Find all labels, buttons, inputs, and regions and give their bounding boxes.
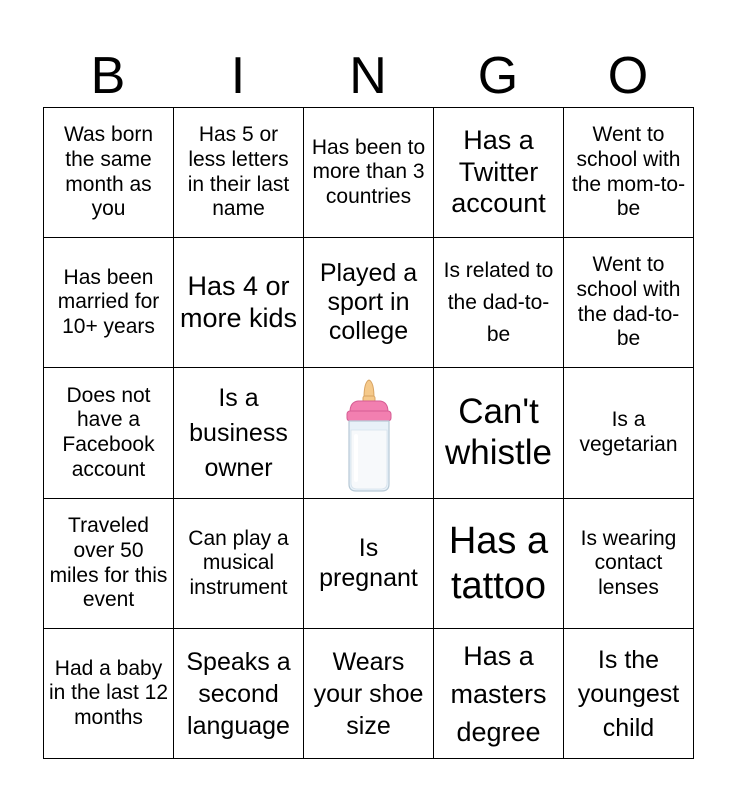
bingo-cell[interactable]: Can play a musical instrument [174,499,304,629]
bingo-cell[interactable]: Can't whistle [434,368,564,499]
board-row [44,629,694,759]
header-letter-g: G [477,47,519,105]
bingo-cell[interactable]: Is wearing contact lenses [564,499,694,629]
bingo-cell[interactable]: Is a vegetarian [564,368,694,499]
bingo-cell[interactable]: Has been to more than 3 countries [304,108,434,238]
bingo-cell[interactable]: Is related to the dad-to-be [434,238,564,368]
bingo-board [43,107,694,759]
board-row [44,499,694,629]
header-letter-b: B [90,47,126,105]
bingo-cell[interactable]: Has a masters degree [434,629,564,759]
board-row [44,368,694,499]
bingo-cell[interactable]: Wears your shoe size [304,629,434,759]
header-letter-o: O [607,47,649,105]
bingo-cell[interactable]: Is pregnant [304,499,434,629]
bingo-cell[interactable]: Is the youngest child [564,629,694,759]
bingo-cell[interactable]: Is a business owner [174,368,304,499]
bingo-cell[interactable]: Speaks a second language [174,629,304,759]
bingo-cell[interactable]: Has been married for 10+ years [44,238,174,368]
bingo-cell[interactable]: Went to school with the dad-to-be [564,238,694,368]
free-space-cell[interactable] [304,368,434,499]
bingo-cell[interactable]: Was born the same month as you [44,108,174,238]
bingo-cell[interactable]: Has a Twitter account [434,108,564,238]
bingo-cell[interactable]: Does not have a Facebook account [44,368,174,499]
bingo-header [43,45,693,107]
bingo-cell[interactable]: Has a tattoo [434,499,564,629]
header-letter-n: N [349,47,387,105]
bingo-cell[interactable]: Went to school with the mom-to-be [564,108,694,238]
bingo-cell[interactable]: Has 5 or less letters in their last name [174,108,304,238]
bingo-cell[interactable]: Had a baby in the last 12 months [44,629,174,759]
baby-bottle-icon [334,368,404,498]
bingo-cell[interactable]: Traveled over 50 miles for this event [44,499,174,629]
board-row [44,108,694,238]
header-letter-i: I [230,47,246,105]
bingo-cell[interactable]: Has 4 or more kids [174,238,304,368]
board-row [44,238,694,368]
bingo-cell[interactable]: Played a sport in college [304,238,434,368]
